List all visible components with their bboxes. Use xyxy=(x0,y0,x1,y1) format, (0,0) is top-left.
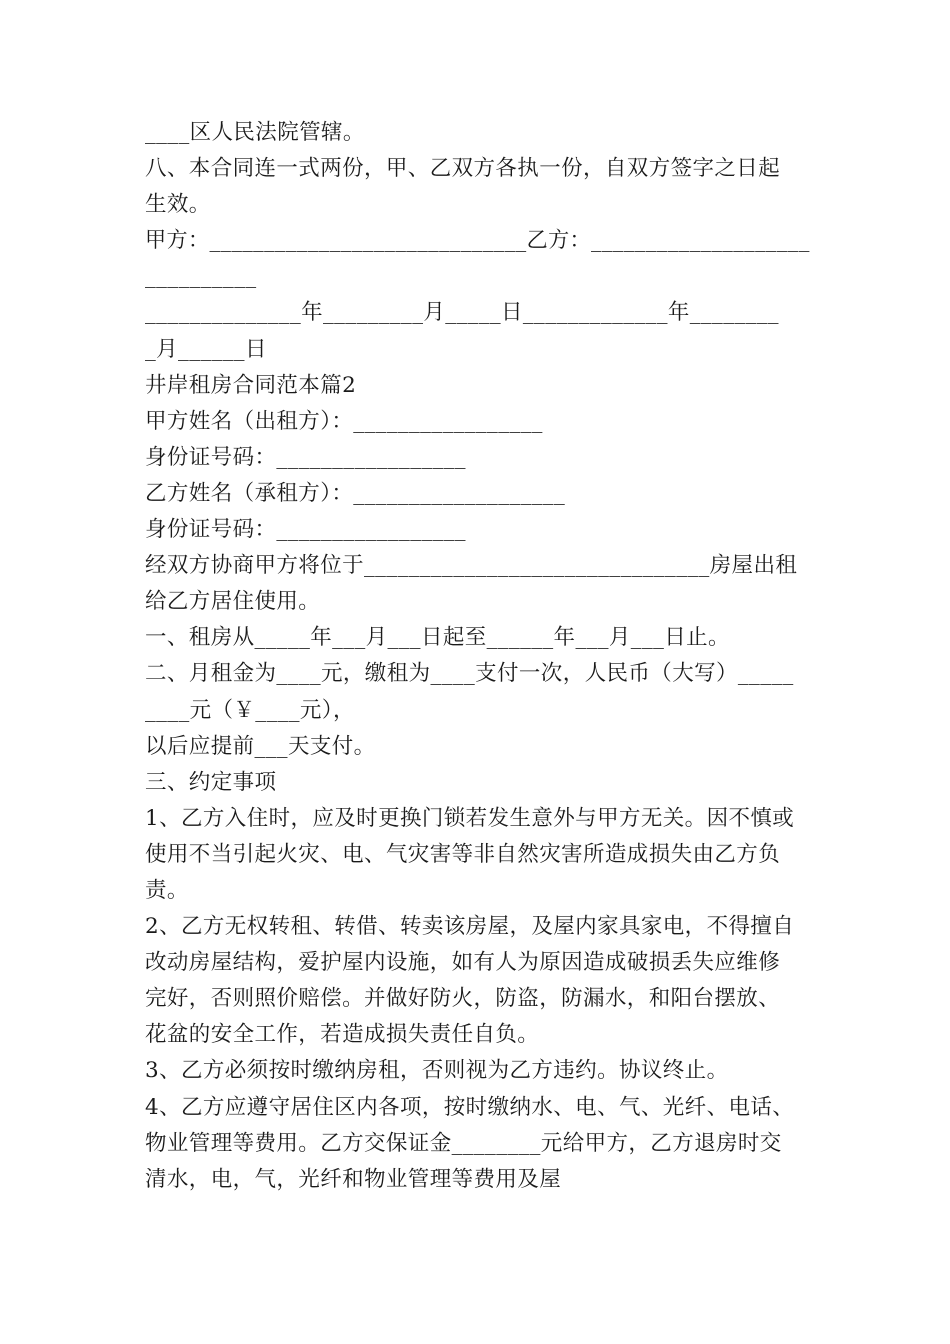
text-line: 给乙方居住使用。 xyxy=(145,589,321,615)
date-line: _月______日 xyxy=(145,336,267,362)
clause-line: 3、乙方必须按时缴纳房租，否则视为乙方违约。协议终止。 xyxy=(145,1058,729,1084)
clause-line: ____元（￥____元）， xyxy=(145,697,355,723)
clause-line: 二、月租金为____元，缴租为____支付一次，人民币（大写）_____ xyxy=(145,661,794,687)
signature-line: __________ xyxy=(145,264,257,290)
clause-line: 花盆的安全工作，若造成损失责任自负。 xyxy=(145,1022,540,1048)
text-line: 八、本合同连一式两份，甲、乙双方各执一份，自双方签字之日起 xyxy=(145,156,781,182)
signature-line: 甲方：_____________________________乙方：____________________ xyxy=(145,228,810,254)
section-heading: 三、约定事项 xyxy=(145,769,277,795)
text-line: 经双方协商甲方将位于_______________________________房屋出租 xyxy=(145,553,798,579)
text-line: 生效。 xyxy=(145,192,211,218)
clause-line: 清水，电，气，光纤和物业管理等费用及屋 xyxy=(145,1166,562,1192)
field-line: 甲方姓名（出租方）：_________________ xyxy=(145,408,543,434)
date-line: ______________年_________月_____日_____________年________ xyxy=(145,300,779,326)
clause-line: 改动房屋结构，爱护屋内设施，如有人为原因造成破损丢失应维修 xyxy=(145,950,781,976)
clause-line: 物业管理等费用。乙方交保证金________元给甲方，乙方退房时交 xyxy=(145,1130,782,1156)
clause-line: 2、乙方无权转租、转借、转卖该房屋，及屋内家具家电，不得擅自 xyxy=(145,914,795,940)
clause-line: 一、租房从_____年___月___日起至______年___月___日止。 xyxy=(145,625,730,651)
clause-line: 使用不当引起火灾、电、气灾害等非自然灾害所造成损失由乙方负 xyxy=(145,841,781,867)
clause-line: 责。 xyxy=(145,877,189,903)
text-line: ____区人民法院管辖。 xyxy=(145,120,365,145)
clause-line: 完好，否则照价赔偿。并做好防火，防盗，防漏水，和阳台摆放、 xyxy=(145,986,781,1012)
field-line: 身份证号码：_________________ xyxy=(145,444,466,470)
section-title: 井岸租房合同范本篇2 xyxy=(145,372,357,398)
clause-line: 以后应提前___天支付。 xyxy=(145,733,376,759)
field-line: 身份证号码：_________________ xyxy=(145,517,466,543)
field-line: 乙方姓名（承租方）：___________________ xyxy=(145,480,566,506)
clause-line: 4、乙方应遵守居住区内各项，按时缴纳水、电、气、光纤、电话、 xyxy=(145,1094,795,1120)
clause-line: 1、乙方入住时，应及时更换门锁若发生意外与甲方无关。因不慎或 xyxy=(145,805,795,831)
document-body xyxy=(145,115,810,1198)
